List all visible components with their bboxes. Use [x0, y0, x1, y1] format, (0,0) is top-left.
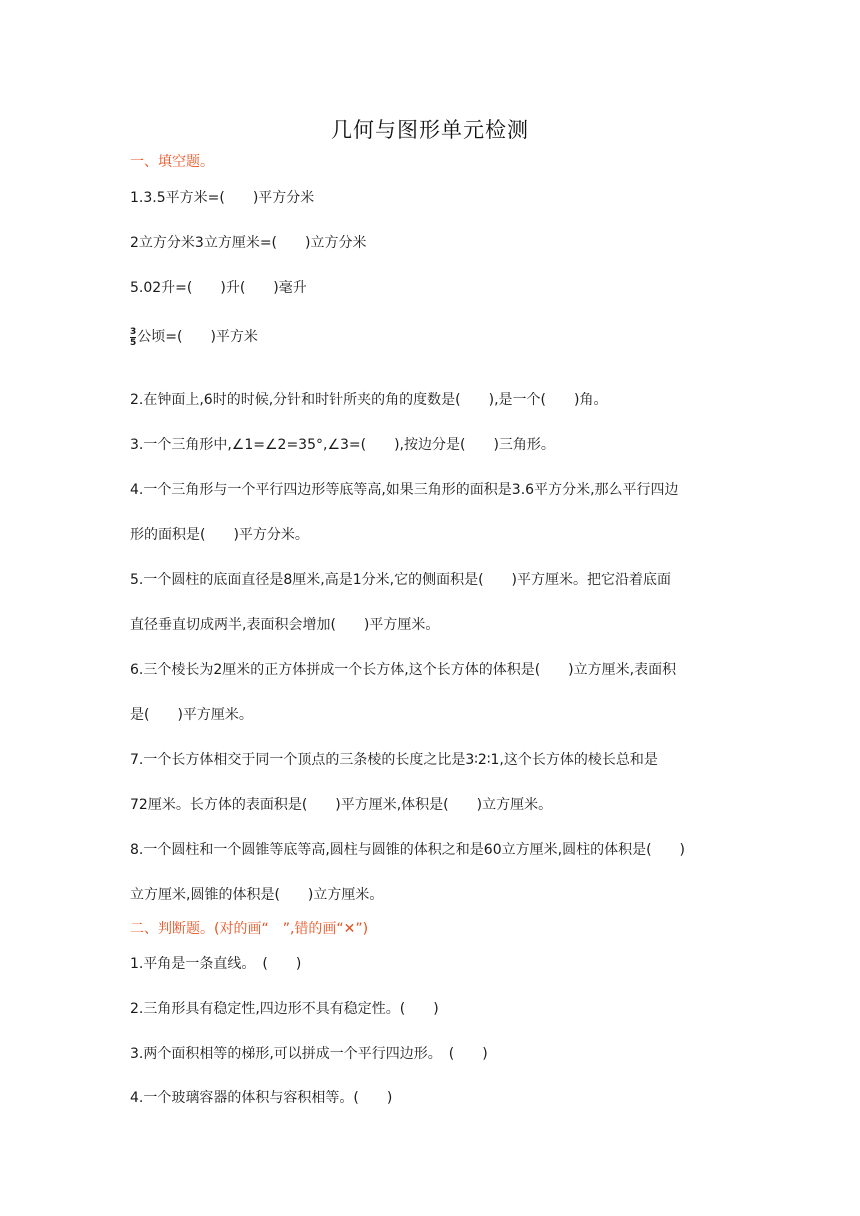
- question-line: 3.一个三角形中,∠1=∠2=35°,∠3=( ),按边分是( )三角形。: [130, 437, 555, 453]
- question-line: 4.一个玻璃容器的体积与容积相等。( ): [130, 1090, 393, 1106]
- question-line: 3.两个面积相等的梯形,可以拼成一个平行四边形。 ( ): [130, 1046, 488, 1062]
- question-line: 5.02升=( )升( )毫升: [130, 280, 307, 296]
- question-line-fraction: [130, 326, 258, 347]
- question-line: 立方厘米,圆锥的体积是( )立方厘米。: [130, 887, 384, 903]
- question-line: 1.3.5平方米=( )平方分米: [130, 190, 315, 206]
- question-text: 公顷=( )平方米: [137, 329, 258, 345]
- section-heading-fill-blank: 一、填空题。: [130, 154, 214, 170]
- question-line: 1.平角是一条直线。 ( ): [130, 956, 302, 972]
- question-line: 2.在钟面上,6时的时候,分针和时针所夹的角的度数是( ),是一个( )角。: [130, 392, 608, 408]
- question-line: 6.三个棱长为2厘米的正方体拼成一个长方体,这个长方体的体积是( )立方厘米,表面积: [130, 662, 677, 678]
- question-line: 直径垂直切成两半,表面积会增加( )平方厘米。: [130, 617, 440, 633]
- fraction-denominator: 5: [130, 337, 137, 348]
- fraction: [130, 328, 136, 347]
- question-line: 8.一个圆柱和一个圆锥等底等高,圆柱与圆锥的体积之和是60立方厘米,圆柱的体积是( ): [130, 842, 685, 858]
- question-line: 是( )平方厘米。: [130, 707, 253, 723]
- question-line: 4.一个三角形与一个平行四边形等底等高,如果三角形的面积是3.6平方分米,那么平行四边: [130, 482, 679, 498]
- question-line: 5.一个圆柱的底面直径是8厘米,高是1分米,它的侧面积是( )平方厘米。把它沿着底面: [130, 572, 671, 588]
- question-line: 72厘米。长方体的表面积是( )平方厘米,体积是( )立方厘米。: [130, 797, 553, 813]
- fraction-numerator: 3: [130, 326, 137, 337]
- question-line: 2立方分米3立方厘米=( )立方分米: [130, 235, 367, 251]
- question-line: 2.三角形具有稳定性,四边形不具有稳定性。( ): [130, 1001, 439, 1017]
- question-line: 7.一个长方体相交于同一个顶点的三条棱的长度之比是3∶2∶1,这个长方体的棱长总和是: [130, 752, 658, 768]
- section-heading-true-false: 二、判断题。(对的画“ ”,错的画“✕”): [130, 921, 369, 937]
- page-title: 几何与图形单元检测: [331, 118, 529, 142]
- question-line: 形的面积是( )平方分米。: [130, 527, 309, 543]
